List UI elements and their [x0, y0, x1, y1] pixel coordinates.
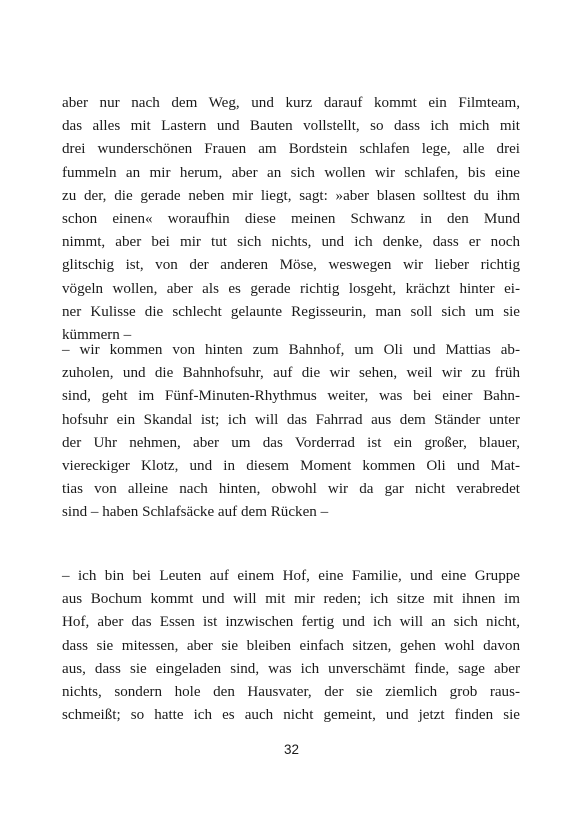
text-line: schon einen« woraufhin diese meinen Schwanz in den Mund: [62, 210, 520, 227]
paragraph-1: [62, 92, 520, 347]
text-line: sind, geht im Fünf-Minuten-Rhythmus weiter, was bei einer Bahn-: [62, 388, 520, 405]
text-line: – ich bin bei Leuten auf einem Hof, eine Familie, und eine Gruppe: [62, 568, 520, 584]
text-line: hofsuhr ein Skandal ist; ich will das Fahrrad aus dem Ständer unter: [62, 411, 520, 428]
text-line: schmeißt; so hatte ich es auch nicht gemeint, und jetzt finden sie: [62, 707, 520, 724]
text-line: viereckiger Klotz, und in diesem Moment kommen Oli und Mat-: [62, 457, 520, 474]
paragraph-2: [62, 339, 520, 525]
text-line: ner Kulisse die schlecht gelaunte Regisseurin, man soll sich um sie: [62, 303, 520, 320]
text-line: zuholen, und die Bahnhofsuhr, auf die wir sehen, weil wir zu früh: [62, 365, 520, 382]
text-line: dass sie mitessen, aber sie bleiben einfach sitzen, gehen wohl davon: [62, 637, 520, 654]
text-line: vögeln wollen, aber als es gerade richtig losgeht, krächzt hinter ei-: [62, 280, 520, 297]
text-line: das alles mit Lastern und Bauten vollstellt, so dass ich mich mit: [62, 118, 520, 135]
text-line: glitschig ist, von der anderen Möse, weswegen wir lieber richtig: [62, 257, 520, 274]
text-line: Hof, aber das Essen ist inzwischen fertig und ich will an sich nicht,: [62, 614, 520, 631]
text-line: tias von alleine nach hinten, obwohl wir da gar nicht verabredet: [62, 481, 520, 498]
text-line: aus, dass sie eingeladen sind, was ich unverschämt finde, sage aber: [62, 660, 520, 677]
paragraph-3: [62, 565, 520, 727]
text-line: – wir kommen von hinten zum Bahnhof, um Oli und Mattias ab-: [62, 342, 520, 358]
text-line: aber nur nach dem Weg, und kurz darauf kommt ein Filmteam,: [62, 95, 520, 111]
text-line: kümmern –: [62, 326, 132, 343]
text-line: fummeln an mir herum, aber an sich wollen wir schlafen, bis eine: [62, 164, 520, 181]
page-number: 32: [283, 742, 300, 757]
text-line: nichts, sondern hole den Hausvater, der sie ziemlich grob raus-: [62, 683, 520, 700]
text-line: aus Bochum kommt und will mit mir reden; ich sitze mit ihnen im: [62, 591, 520, 608]
text-line: zu der, die gerade neben mir liegt, sagt: »aber blasen solltest du ihm: [62, 187, 520, 204]
text-line: drei wunderschönen Frauen am Bordstein schlafen lege, alle drei: [62, 141, 520, 158]
text-line: nimmt, aber bei mir tut sich nichts, und ich denke, dass er noch: [62, 234, 520, 251]
text-line: der Uhr nehmen, aber um das Vorderrad ist ein großer, blauer,: [62, 434, 520, 451]
text-line: sind – haben Schlafsäcke auf dem Rücken –: [62, 504, 329, 521]
